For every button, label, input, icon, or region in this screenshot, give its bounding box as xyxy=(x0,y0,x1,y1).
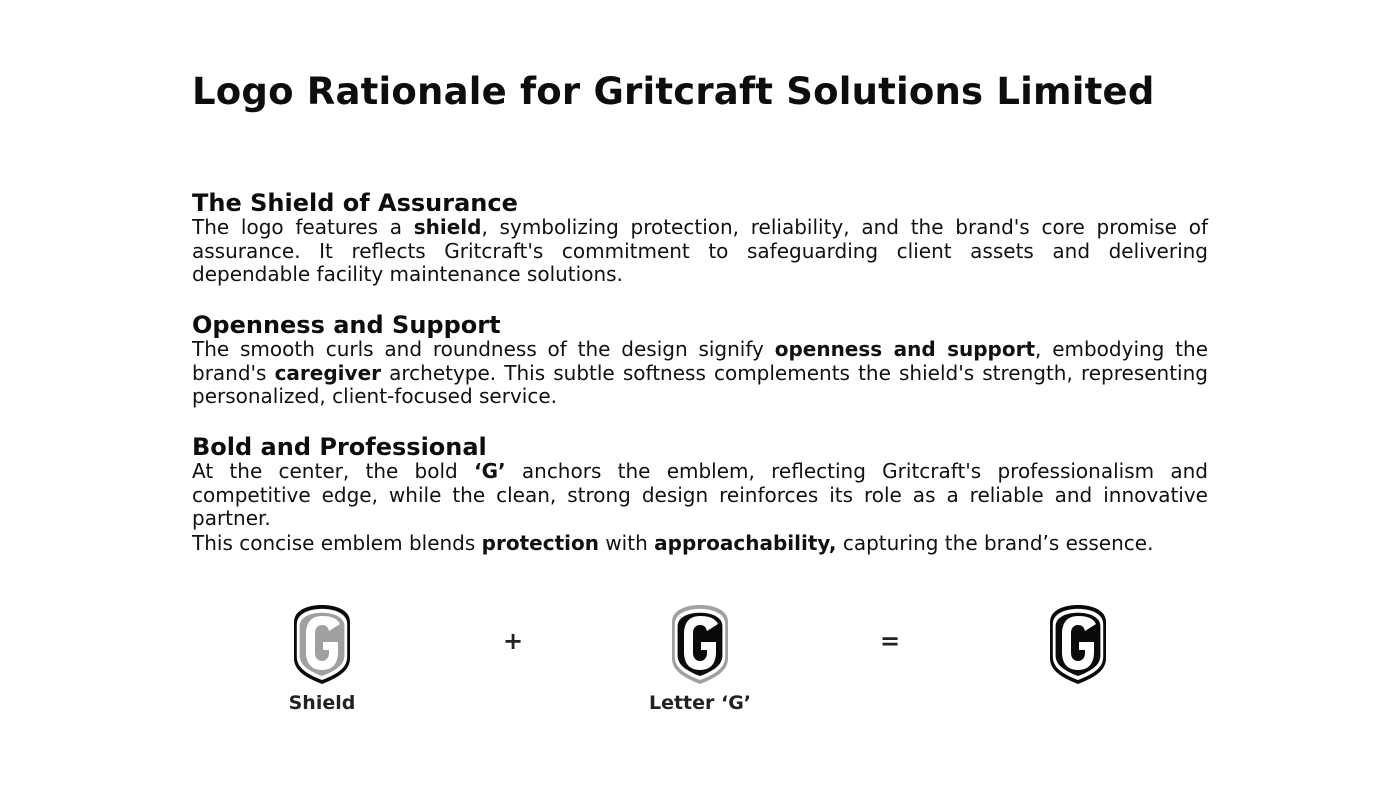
final-logo-component xyxy=(998,602,1158,686)
section-heading: Openness and Support xyxy=(192,311,501,339)
summary-text: This concise emblem blends protection with approachability, capturing the brand’s essence. xyxy=(192,531,1154,555)
equals-sign: = xyxy=(880,627,901,655)
section-heading: Bold and Professional xyxy=(192,433,487,461)
letter-g-logo-icon xyxy=(668,602,732,686)
section-body: The smooth curls and roundness of the design signify openness and support, embodying the brand's caregiver archetype. This subtle softness complements the shield's strength, representing personalized, client-focused service. xyxy=(192,337,1209,408)
letter-g-component xyxy=(620,602,780,714)
section-bold-and-professional xyxy=(192,434,1208,531)
section-openness-and-support xyxy=(192,312,1208,409)
shield-component xyxy=(242,602,402,714)
section-body: The logo features a shield, symbolizing protection, reliability, and the brand's core promise of assurance. It reflects Gritcraft's commitment to safeguarding client assets and delivering dependable facility maintenance solutions. xyxy=(192,215,1208,286)
shield-label: Shield xyxy=(288,692,356,714)
letter-g-label: Letter ‘G’ xyxy=(648,692,752,714)
section-heading: The Shield of Assurance xyxy=(192,189,518,217)
final-shield-g-logo-icon xyxy=(1046,602,1110,686)
page-title: Logo Rationale for Gritcraft Solutions Limited xyxy=(192,70,1155,113)
section-body: At the center, the bold ‘G’ anchors the emblem, reflecting Gritcraft's professionalism and competitive edge, while the clean, strong design reinforces its role as a reliable and innovative partner. xyxy=(192,459,1208,530)
section-shield-of-assurance xyxy=(192,190,1208,287)
plus-sign: + xyxy=(503,627,524,655)
gray-shield-logo-icon xyxy=(290,602,354,686)
